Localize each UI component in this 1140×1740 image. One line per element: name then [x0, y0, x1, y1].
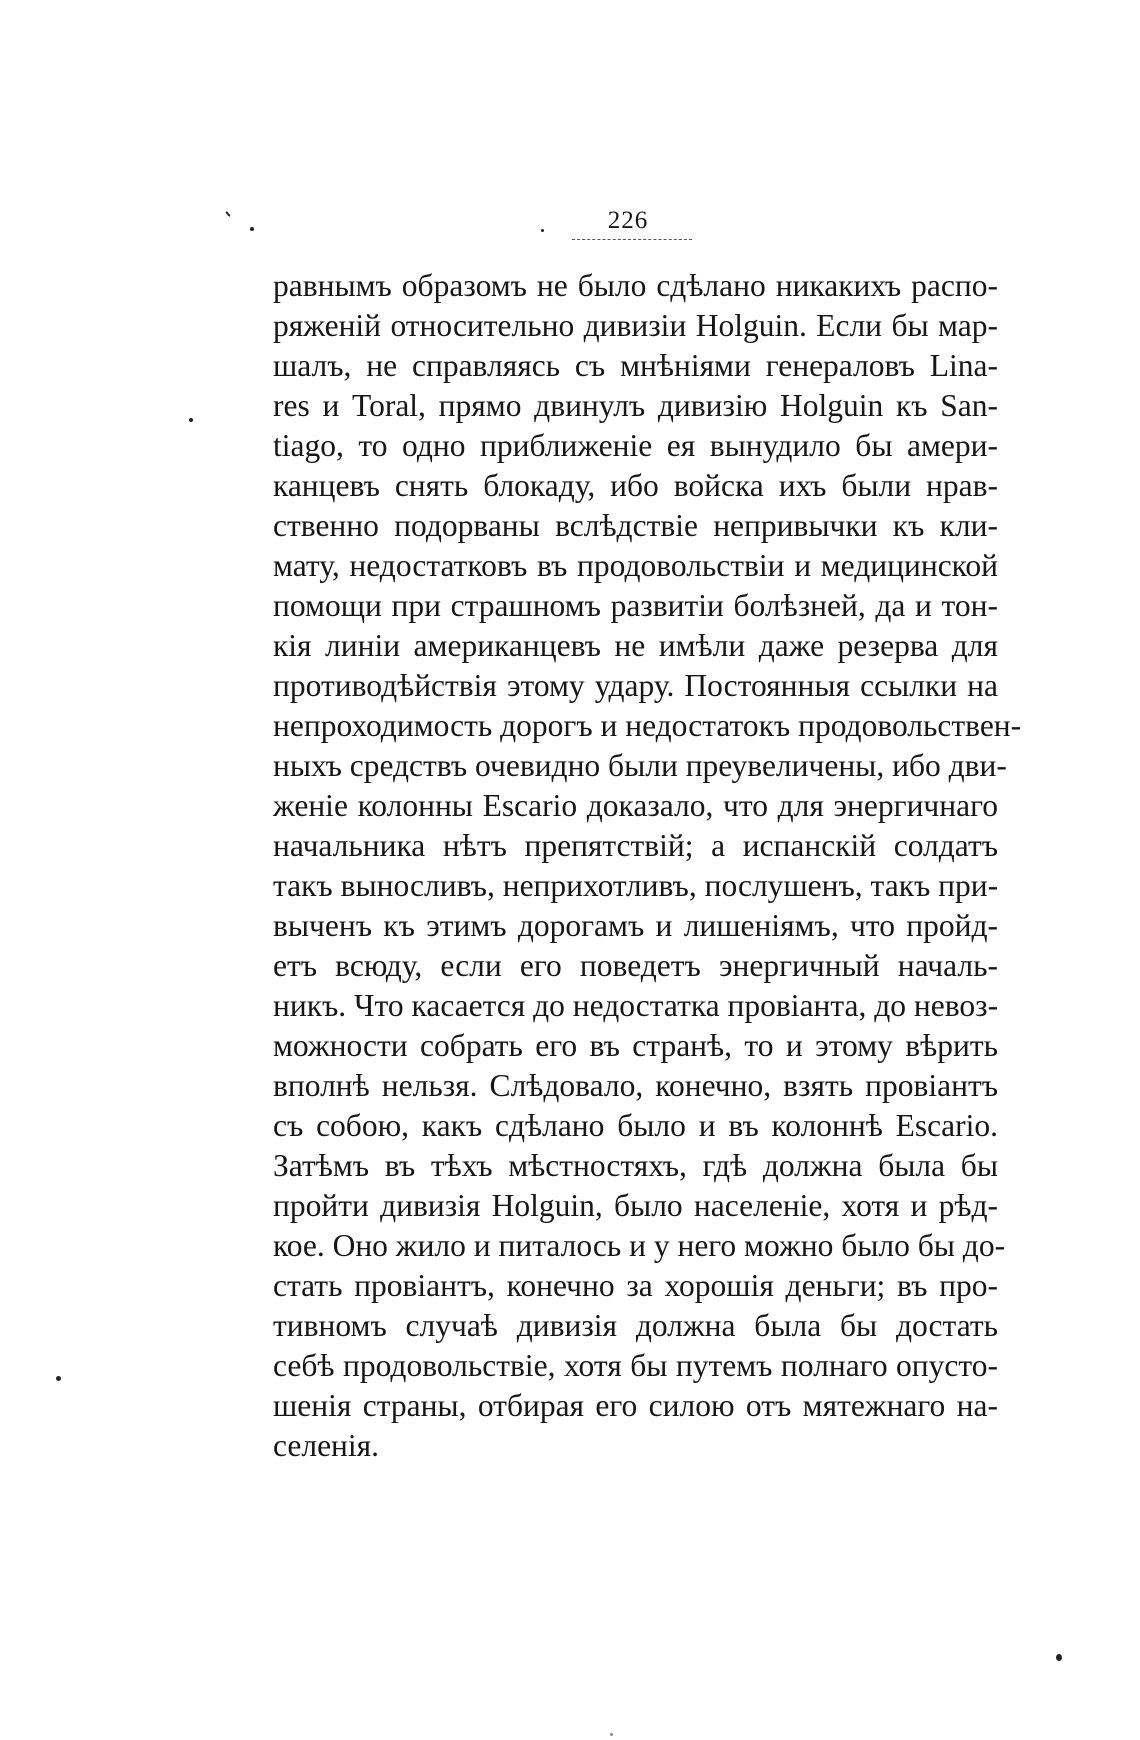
text-line: ныхъ средствъ очевидно были преувеличены, ибо дви- — [273, 748, 1007, 783]
text-line: тивномъ случаѣ дивизія должна была бы достать — [273, 1308, 998, 1343]
text-line: такъ выносливъ, неприхотливъ, послушенъ, такъ при- — [273, 868, 999, 903]
text-line: можности собрать его въ странѣ, то и этому вѣрить — [273, 1028, 998, 1063]
page-number: 226 — [607, 207, 649, 234]
text-line: женіе колонны Escario доказало, что для энергичнаго — [273, 788, 998, 823]
text-line: равнымъ образомъ не было сдѣлано никакихъ распо- — [273, 268, 998, 303]
text-line: никъ. Что касается до недостатка провіанта, до невоз- — [273, 988, 999, 1023]
text-line: ственно подорваны вслѣдствіе непривычки къ кли- — [273, 508, 998, 543]
body-text — [273, 266, 1022, 1466]
text-line: съ собою, какъ сдѣлано было и въ колоннѣ Escario. — [273, 1108, 998, 1143]
text-line: мату, недостатковъ въ продовольствіи и медицинской — [273, 548, 998, 583]
text-line: помощи при страшномъ развитіи болѣзней, да и тон- — [273, 588, 998, 623]
text-line: шалъ, не справляясь съ мнѣніями генераловъ Lina- — [273, 348, 998, 383]
scan-speck — [610, 1733, 613, 1736]
text-line: шенія страны, отбирая его силою отъ мятежнаго на- — [273, 1388, 998, 1423]
text-line: стать провіантъ, конечно за хорошія деньги; въ про- — [273, 1268, 998, 1303]
text-line: кое. Оно жило и питалось и у него можно было бы до- — [273, 1228, 1006, 1263]
text-line: вполнѣ нельзя. Слѣдовало, конечно, взять провіантъ — [273, 1068, 998, 1103]
text-line: кія линіи американцевъ не имѣли даже резерва для — [273, 628, 998, 663]
text-line: непроходимость дорогъ и недостатокъ продовольствен- — [273, 708, 1022, 743]
page-number-rule — [572, 239, 692, 240]
scan-speck — [250, 227, 254, 231]
text-line: етъ всюду, если его поведетъ энергичный началь- — [273, 948, 998, 983]
scan-speck — [56, 1376, 61, 1381]
text-line: канцевъ снять блокаду, ибо войска ихъ были нрав- — [273, 468, 998, 503]
scan-speck — [189, 418, 193, 422]
text-line: селенія. — [273, 1428, 380, 1463]
scan-speck — [541, 229, 544, 232]
text-line: противодѣйствія этому удару. Постоянныя ссылки на — [273, 668, 998, 703]
text-line: tiago, то одно приближеніе ея вынудило бы амери- — [273, 428, 998, 463]
text-line: себѣ продовольствіе, хотя бы путемъ полнаго опусто- — [273, 1348, 998, 1383]
scan-speck — [225, 211, 230, 217]
text-line: Затѣмъ въ тѣхъ мѣстностяхъ, гдѣ должна была бы — [273, 1148, 998, 1183]
text-line: res и Toral, прямо двинулъ дивизію Holguin къ San- — [273, 388, 998, 423]
text-line: начальника нѣтъ препятствій; а испанскій солдатъ — [273, 828, 998, 863]
text-line: пройти дивизія Holguin, было населеніе, хотя и рѣд- — [273, 1188, 998, 1223]
scan-speck — [1056, 1654, 1062, 1661]
text-line: ряженій относительно дивизіи Holguin. Если бы мар- — [273, 308, 998, 343]
text-line: выченъ къ этимъ дорогамъ и лишеніямъ, что пройд- — [273, 908, 998, 943]
